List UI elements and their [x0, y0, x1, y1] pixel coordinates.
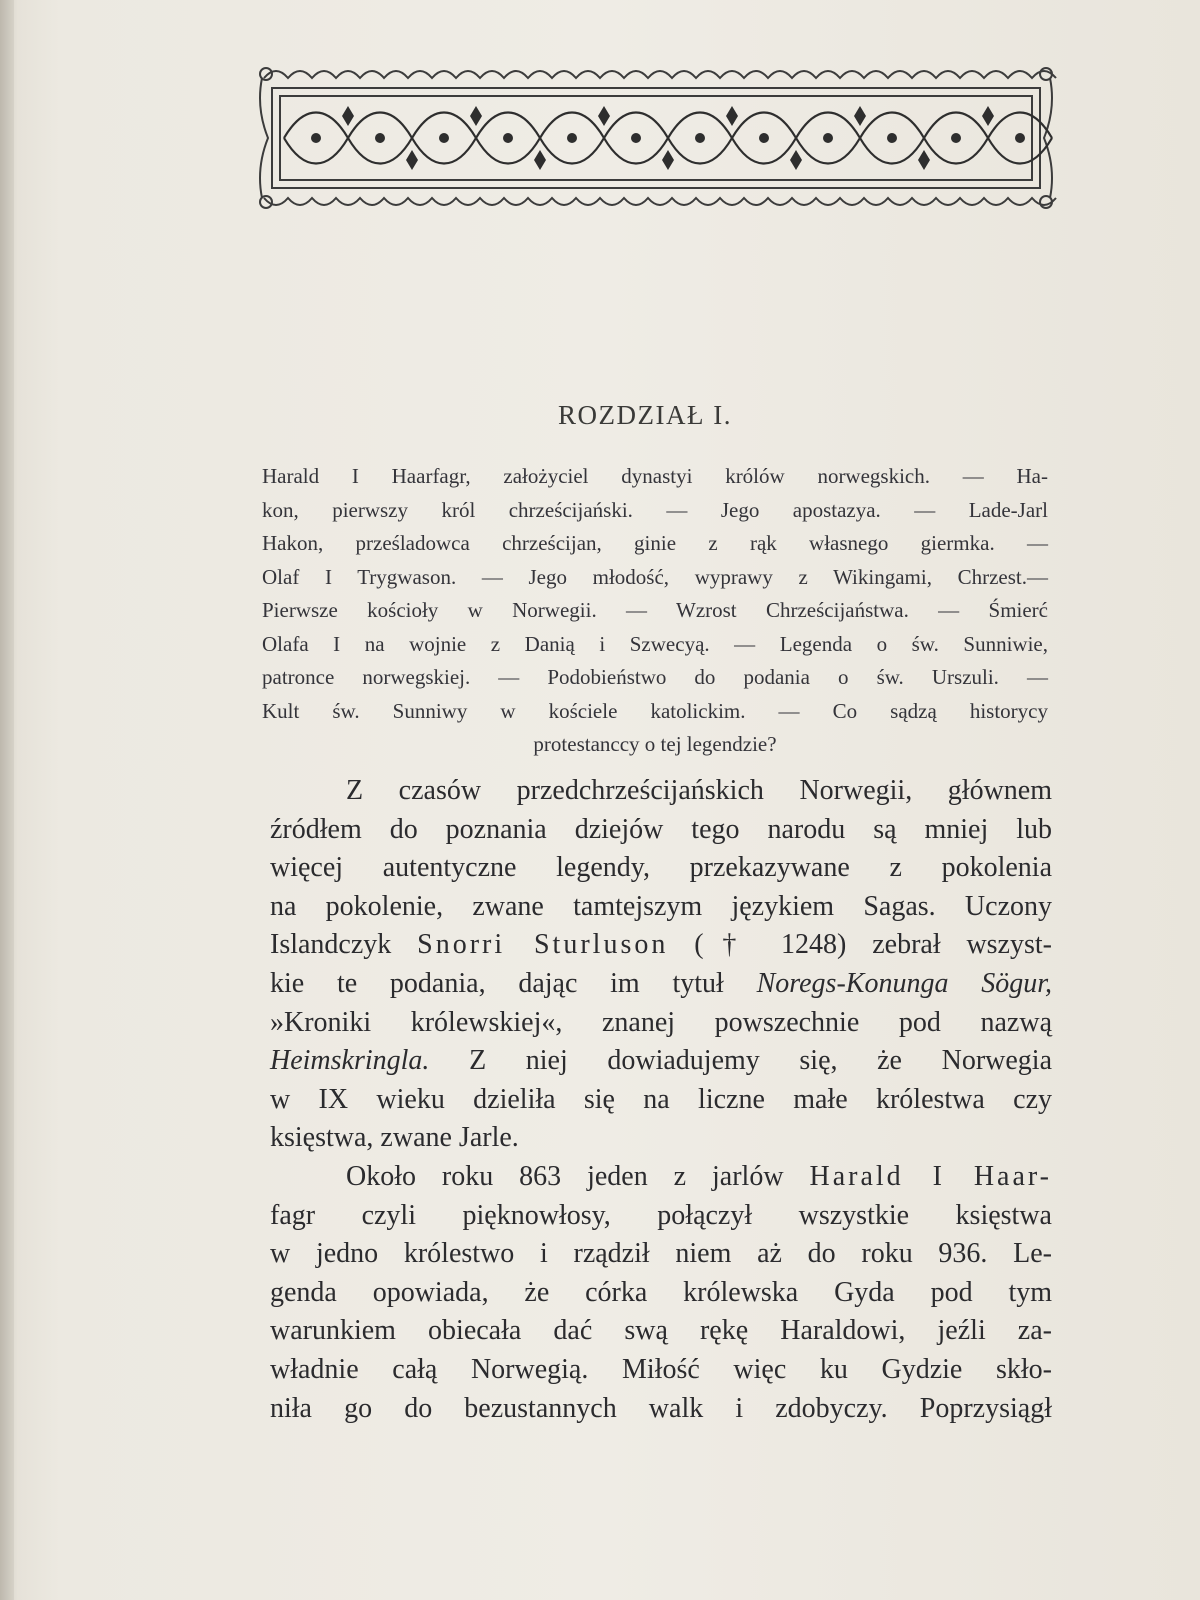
summary-line: Pierwsze kościoły w Norwegii. — Wzrost Chrześcijaństwa. — Śmierć — [262, 598, 1048, 622]
body-line — [270, 1158, 1052, 1197]
body-line: warunkiem obiecała dać swą rękę Haraldowi, jeźli za- — [270, 1315, 1052, 1347]
body-line: fagr czyli pięknowłosy, połączył wszystkie księstwa — [270, 1199, 1052, 1231]
summary-line: patronce norwegskiej. — Podobieństwo do podania o św. Urszuli. — — [262, 665, 1048, 689]
book-title-italic: Heimskringla. — [270, 1045, 430, 1077]
body-text — [270, 772, 1052, 1428]
body-text-segment: kie te podania, dając im tytuł — [270, 967, 724, 999]
decorative-headpiece-ornament — [254, 58, 1058, 218]
book-title-italic: Noregs-Konunga Sögur, — [756, 967, 1053, 999]
body-line: więcej autentyczne legendy, przekazywane z pokolenia — [270, 852, 1052, 884]
summary-line: Olafa I na wojnie z Danią i Szwecyą. — Legenda o św. Sunniwie, — [262, 631, 1048, 656]
chapter-heading: ROZDZIAŁ I. — [558, 400, 732, 430]
person-name-spaced: Snorri Sturluson — [417, 929, 669, 961]
body-line: na pokolenie, zwane tamtejszym językiem Sagas. Uczony — [270, 890, 1052, 922]
body-text-segment: Z niej dowiadujemy się, że Norwegia — [469, 1045, 1052, 1077]
summary-line: kon, pierwszy król chrześcijański. — Jego apostazya. — Lade-Jarl — [262, 497, 1048, 522]
body-text-segment: Islandczyk — [270, 929, 392, 961]
chapter-summary — [262, 460, 1048, 762]
body-line: »Kroniki królewskiej«, znanej powszechnie pod nazwą — [270, 1006, 1052, 1038]
summary-line: Harald I Haarfagr, założyciel dynastyi królów norwegskich. — Ha- — [262, 464, 1048, 488]
body-text-segment: Około roku 863 jeden z jarlów — [346, 1160, 784, 1192]
body-line — [270, 965, 1052, 1004]
page-binding-edge — [0, 0, 14, 1600]
body-line: Z czasów przedchrześcijańskich Norwegii, głównem — [346, 775, 1052, 806]
person-name-spaced: Harald I Haar- — [809, 1160, 1053, 1192]
body-line — [270, 926, 1052, 965]
summary-line: Kult św. Sunniwy w kościele katolickim. — Co sądzą historycy — [262, 698, 1048, 723]
body-line: źródłem do poznania dziejów tego narodu są mniej lub — [270, 813, 1052, 845]
body-line: w IX wieku dzieliła się na liczne małe królestwa czy — [270, 1083, 1052, 1115]
summary-line: Olaf I Trygwason. — Jego młodość, wyprawy z Wikingami, Chrzest.— — [262, 564, 1048, 589]
summary-line: protestanccy o tej legendzie? — [533, 732, 777, 756]
body-line: w jedno królestwo i rządził niem aż do roku 936. Le- — [270, 1238, 1052, 1270]
summary-line: Hakon, prześladowca chrześcijan, ginie z rąk własnego giermka. — — [262, 531, 1048, 555]
body-line — [270, 1042, 1052, 1081]
body-line: genda opowiada, że córka królewska Gyda pod tym — [270, 1276, 1052, 1308]
body-line: niła go do bezustannych walk i zdobyczy. Poprzysiągł — [270, 1392, 1052, 1424]
body-text-segment: († 1248) zebrał wszyst- — [694, 929, 1052, 961]
body-line: księstwa, zwane Jarle. — [270, 1122, 519, 1154]
body-line: władnie całą Norwegią. Miłość więc ku Gydzie skło- — [270, 1353, 1052, 1385]
